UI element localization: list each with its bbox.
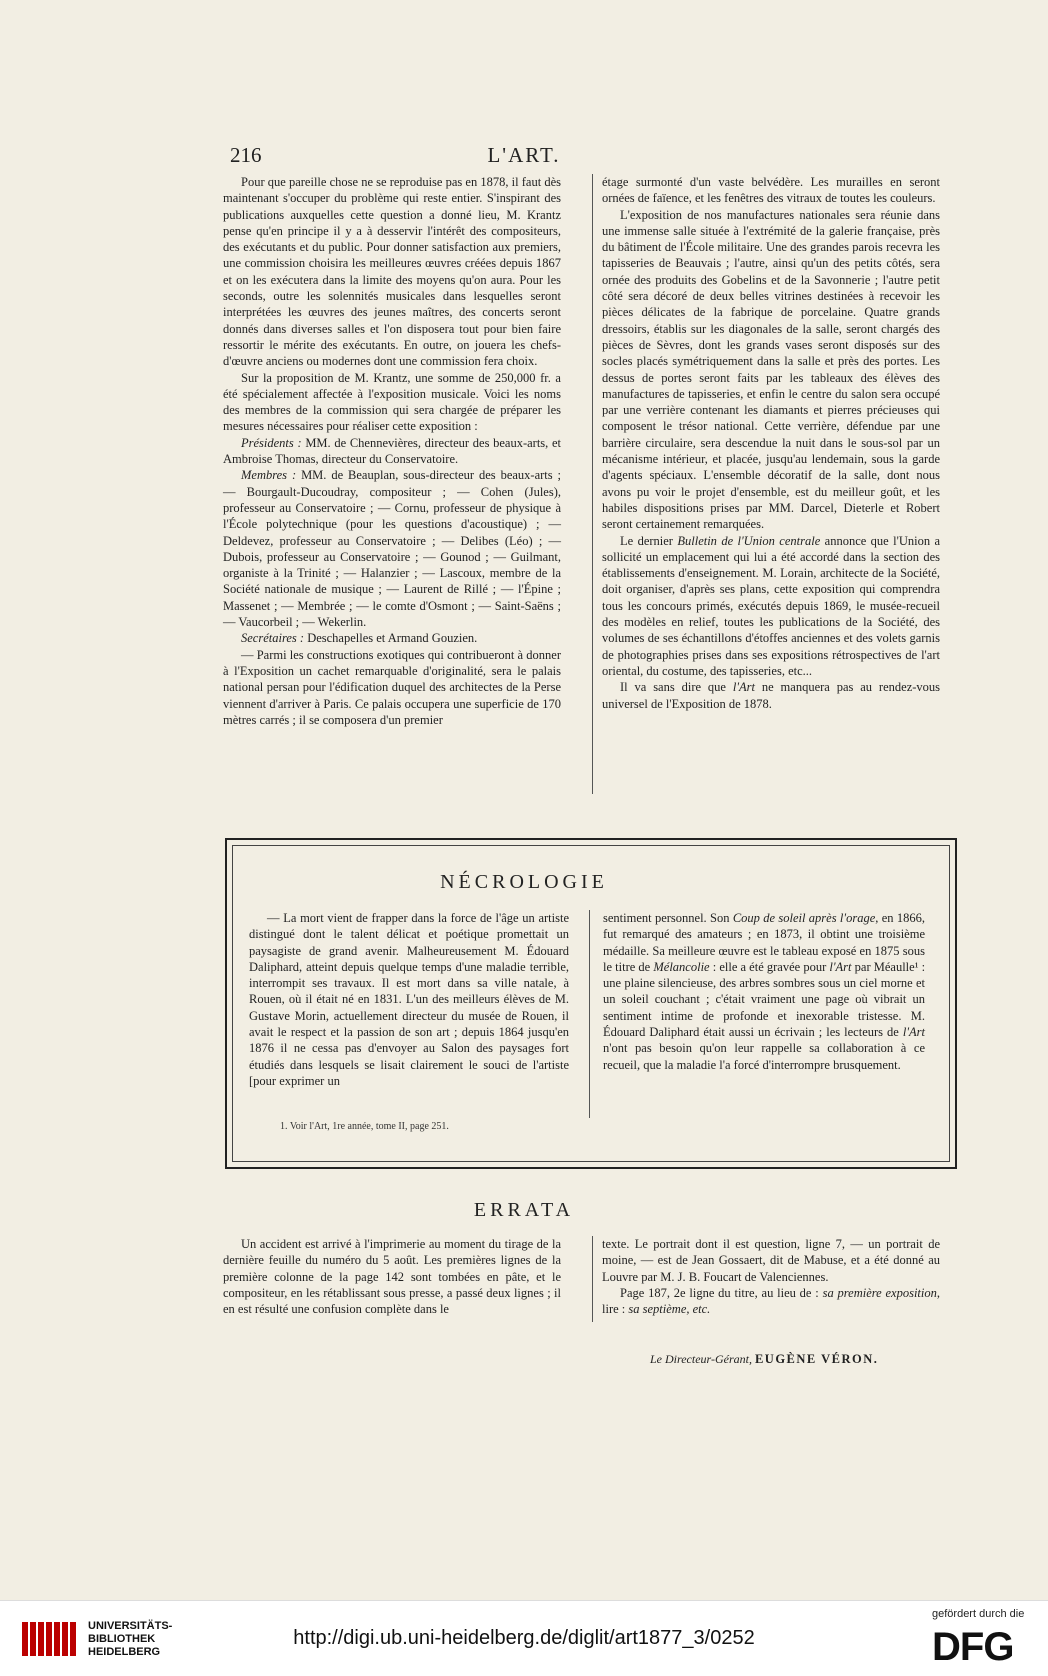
membres-text: MM. de Beauplan, sous-directeur des beaux-arts ; — Bourgault-Ducoudray, compositeur ; — Cohen (Jules), professeur au Conservatoire ; — Cornu, professeur de physique à l'École polytechnique (pour les questions d'acoustique) ; — Deldevez, professeur au Conservatoire ; — Delibes (Léo) ; — Dubois, professeur au Conservatoire ; — Gounod ; — Guilmant, organiste à la Trinité ; — Halanzier ; — Lascoux, membre de la Société nationale de musique ; — Laurent de Rillé ; — l'Épine ; Massenet ; — Membrée ; — le comte d'Osmont ; — Saint-Saëns ; — Vaucorbeil ; — Wekerlin. (223, 468, 562, 630)
errata-right (602, 1236, 940, 1317)
text: annonce que l'Union a sollicité un emplacement qui lui a été accordé dans la section des établissements d'enseignement. M. Lorain, architecte de la Société, doit organiser, d'après ses plans, cette exposition qui comprendra tous les concours primés, exécutés depuis 1869, le musée-recueil des modèles en relief, toutes les publications de la Société, des volumes de ses échantillons d'étoffes anciennes et des volets garnis de photographies prises dans ses expositions rétrospectives de l'art oriental, du costume, des tapisseries, etc... (602, 533, 941, 678)
library-line: UNIVERSITÄTS- (88, 1620, 173, 1632)
column-rule (589, 910, 590, 1118)
paragraph (603, 910, 925, 1073)
text: ne manquera pas au rendez-vous universel de l'Exposition de 1878. (602, 680, 941, 711)
italic-title: Mélancolie (653, 959, 710, 974)
italic-text: sa septième, etc. (628, 1302, 711, 1317)
secretaires-text: Deschapelles et Armand Gouzien. (307, 631, 478, 646)
text: Il va sans dire que (620, 680, 726, 695)
paragraph (602, 1285, 940, 1318)
necrologie-left (249, 910, 569, 1089)
paragraph: — Parmi les constructions exotiques qui contribueront à donner à l'Exposition un cachet remarquable d'originalité, sera le palais national persan pour l'édification duquel des architectes de la Perse viennent d'arriver à Paris. Ce palais occupera une superficie de 170 mètres carrés ; il se composera d'un premier (223, 647, 561, 727)
rdv-paragraph (602, 679, 940, 712)
paragraph: Un accident est arrivé à l'imprimerie au moment du tirage de la dernière feuille du numéro du 5 août. Les premières lignes de la première colonne de la page 142 sont tombées en pâte, et le compositeur, en les rétablissant sous presse, a passé deux lignes ; il en est résulté une confusion complète dans le (223, 1237, 561, 1317)
italic-text: sa première exposition (822, 1285, 937, 1300)
membres-paragraph (223, 467, 561, 630)
errata-left (223, 1236, 561, 1317)
dfg-logo: DFG (932, 1625, 1014, 1669)
top-left-column (223, 174, 561, 728)
text: Le dernier (620, 533, 673, 548)
secretaires-label: Secrétaires : (241, 631, 305, 646)
presidents-label: Présidents : (241, 435, 302, 450)
errata-title: ERRATA (473, 1199, 575, 1221)
membres-label: Membres : (241, 468, 297, 483)
paragraph: — La mort vient de frapper dans la force de l'âge un artiste distingué dont le talent délicat et poétique promettait un paysagiste de grand avenir. Malheureusement M. Édouard Daliphard, atteint depuis quelque temps d'une maladie terrible, interrompit ses travaux. Il est mort dans sa ville natale, à Rouen, où il était né en 1831. L'un des meilleurs élèves de M. Gustave Morin, actuellement directeur du musée de Rouen, il avait le respect et la passion de son art ; depuis 1864 jusqu'en 1876 il ne cessa pas d'envoyer au Salon des paysages fort étudiés dans lesquels se lisait clairement le souci de l'artiste [pour exprimer un (249, 911, 569, 1088)
italic-title: l'Art (829, 959, 852, 974)
italic-title: l'Art (732, 680, 755, 695)
text: , lire : (602, 1285, 940, 1317)
permalink-url[interactable]: http://digi.ub.uni-heidelberg.de/diglit/art1877_3/0252 (293, 1627, 755, 1649)
top-right-column (602, 174, 940, 712)
library-line: HEIDELBERG (88, 1646, 161, 1658)
paragraph: Sur la proposition de M. Krantz, une somme de 250,000 fr. a été spécialement affectée à l'exposition musicale. Voici les noms des membres de la commission qui sera chargée de préparer les mesures nécessaires pour réaliser cette exposition : (223, 370, 561, 434)
secretaires-paragraph (223, 630, 561, 646)
presidents-text: MM. de Chennevières, directeur des beaux-arts, et Ambroise Thomas, directeur du Conservatoire. (223, 435, 562, 467)
page-number: 216 (230, 143, 262, 167)
presidents-paragraph (223, 435, 561, 468)
italic-title: Bulletin de l'Union centrale (677, 533, 821, 548)
paragraph: L'exposition de nos manufactures nationales sera réunie dans une immense salle située à l'extrémité de la galerie française, près du bâtiment de l'École militaire. Une des grandes parois recevra les tapisseries de Beauvais ; l'autre, ainsi qu'un des petits côtés, sera ornée des produits des Gobelins et de la Savonnerie ; l'autre petit côté sera décoré de deux belles vitrines destinées à recevoir les pièces délicates de la fabrique de porcelaine. Quatre grands dressoirs, établis sur les diagonales de la salle, seront chargés des pièces de Sèvres, dont les grands vases seront disposés sur des socles placés symétriquement dans la salle et près des portes. Les dessus de portes seront faits par les tableaux des élèves des manufactures de tapisseries, et enfin le centre du salon sera occupé par une verrière contenant les diamants et pierres précieuses qui composent le trésor national. Cette verrière, défendue par une barrière circulaire, sera descendue la nuit dans le sous-sol par un mécanisme intérieur, et placée, jusqu'au lendemain, sous la garde d'agents spéciaux. L'ensemble décoratif de la salle, dont nous avons pu voir le projet d'ensemble, est du meilleur goût, et les habiles dispositions prises par MM. Darcel, Dieterle et Robert seront certainement remarquées. (602, 207, 940, 532)
text: : elle a été gravée pour (712, 959, 827, 974)
necrologie-title: NÉCROLOGIE (440, 871, 608, 893)
column-rule (592, 1236, 593, 1322)
paragraph: étage surmonté d'un vaste belvédère. Les murailles en seront ornées de faïence, et les fenêtres des vitraux de toutes les couleurs. (602, 175, 940, 206)
text: , en 1866, fut remarqué des amateurs ; en 1873, il obtint une troisième médaille. Sa meilleure œuvre est le tableau exposé en 1875 sous le titre de (603, 911, 925, 974)
union-paragraph (602, 533, 940, 680)
paragraph: Pour que pareille chose ne se reproduise pas en 1878, il faut dès maintenant s'occuper du problème qui reste entier. S'inspirant des publications auxquelles cette question a donné lieu, M. Krantz pense qu'en principe il y a à desservir l'intérêt des compositeurs, des exécutants et du public. Pour donner satisfaction aux premiers, une commission choisira les meilleures œuvres créées depuis 1867 et on les exécutera dans la limite des moyens qu'on aura. Pour les seconds, outre les solennités musicales dans lesquelles seront interprétées les œuvres des jeunes maîtres, des concerts seront donnés dans diverses salles et l'on disposera tout pour bien faire ressortir le mérite des exécutants. En outre, on jouera les chefs-d'œuvre anciens ou modernes dont une commission fera choix. (223, 175, 561, 369)
necrologie-right (603, 910, 925, 1073)
text: par Méaulle¹ : une plaine silencieuse, des arbres sombres sous un ciel morne et un soleil couchant ; c'était vraiment une page où vibrait un sentiment intime de profonde et inexorable tristesse. M. Édouard Daliphard était aussi un écrivain ; les lecteurs de (603, 959, 926, 1040)
italic-title: Coup de soleil après l'orage (732, 911, 876, 925)
running-title: L'ART. (487, 143, 561, 167)
signature-label: Le Directeur-Gérant, (650, 1352, 752, 1366)
column-rule (592, 174, 593, 794)
paragraph: texte. Le portrait dont il est question, ligne 7, — un portrait de moine, — est de Jean Gossaert, dit de Mabuse, et a été donné au Louvre par M. J. B. Foucart de Valenciennes. (602, 1237, 940, 1284)
footnote: 1. Voir l'Art, 1re année, tome II, page 251. (280, 1121, 449, 1132)
text: n'ont pas besoin qu'on leur rappelle sa collaboration à ce recueil, que la maladie l'a forcé d'interrompre brusquement. (603, 1041, 925, 1072)
text: Page 187, 2e ligne du titre, au lieu de : (620, 1285, 819, 1300)
text: sentiment personnel. Son (603, 911, 730, 925)
signature (650, 1352, 878, 1367)
library-line: BIBLIOTHEK (88, 1633, 156, 1645)
signature-name: EUGÈNE VÉRON. (754, 1352, 879, 1366)
funding-caption: gefördert durch die (932, 1608, 1025, 1620)
italic-title: l'Art (902, 1025, 926, 1040)
